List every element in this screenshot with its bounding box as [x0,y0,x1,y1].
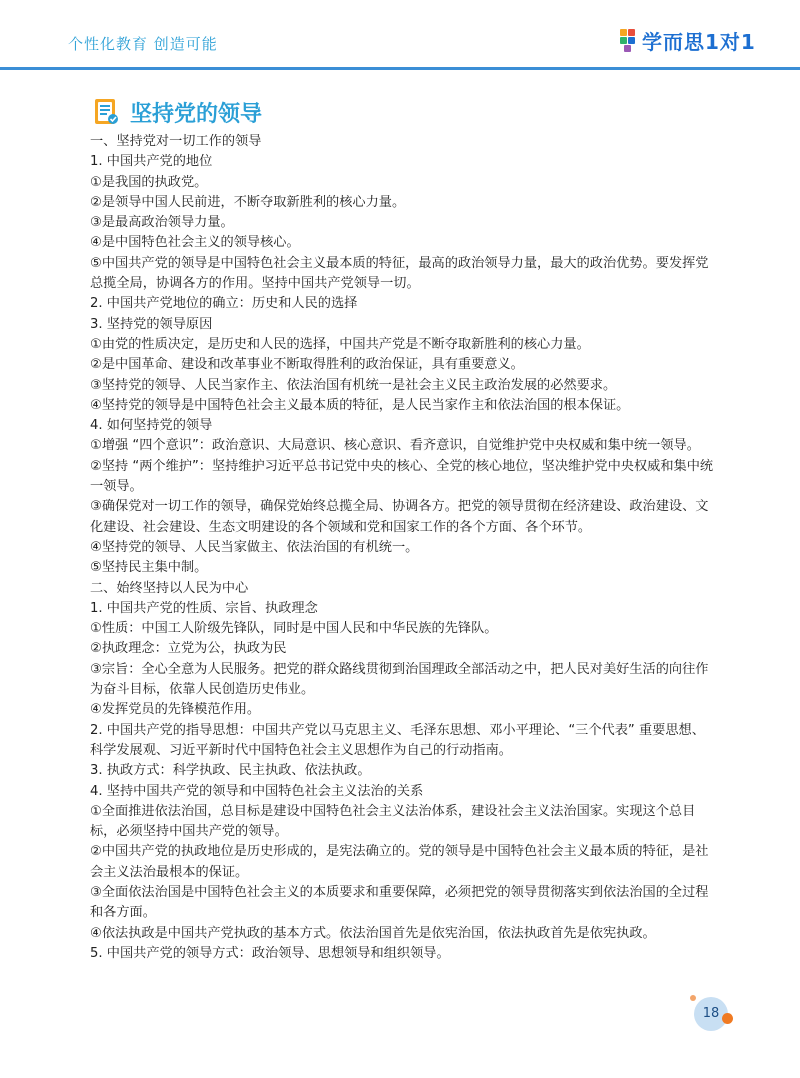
text-line: ⑤坚持民主集中制。 [90,560,208,576]
page-number: 18 [694,997,728,1031]
notebook-icon [92,97,120,127]
text-line: 4. 如何坚持党的领导 [90,418,213,434]
text-line: 一、坚持党对一切工作的领导 [90,134,262,149]
brand-logo [618,26,756,54]
text-line: 二、始终坚持以人民为中心 [90,580,249,596]
text-line: ②执政理念：立党为公，执政为民 [90,641,287,657]
text-line: ①由党的性质决定，是历史和人民的选择，中国共产党是不断夺取新胜利的核心力量。 [90,336,590,352]
text-line: 5. 中国共产党的领导方式：政治领导、思想领导和组织领导。 [90,945,450,961]
page-header [0,0,800,72]
document-body [90,132,714,964]
text-line: ②是中国革命、建设和改革事业不断取得胜利的政治保证，具有重要意义。 [90,357,524,373]
text-line: ③确保党对一切工作的领导，确保党始终总揽全局、协调各方。把党的领导贯彻在经济建设、政治建设、文化建设、社会建设、生态文明建设的各个领域和党和国家工作的各个方面、各个环节。 [90,499,709,535]
text-line: 4. 坚持中国共产党的领导和中国特色社会主义法治的关系 [90,783,424,799]
text-line: ①增强 “四个意识”：政治意识、大局意识、核心意识、看齐意识，自觉维护党中央权威和集中统一领导。 [90,438,700,454]
text-line: ③是最高政治领导力量。 [90,215,234,231]
page-number-badge [690,995,735,1035]
text-line: ③宗旨：全心全意为人民服务。把党的群众路线贯彻到治国理政全部活动之中，把人民对美好生活的向往作为奋斗目标，依靠人民创造历史伟业。 [90,661,709,698]
text-line: ⑤中国共产党的领导是中国特色社会主义最本质的特征，最高的政治领导力量，最大的政治优势。要发挥党总揽全局，协调各方的作用。坚持中国共产党领导一切。 [90,255,709,292]
text-line: ③全面依法治国是中国特色社会主义的本质要求和重要保障，必须把党的领导贯彻落实到依法治国的全过程和各方面。 [90,884,709,921]
decor-dot [722,1013,733,1024]
text-line: ④坚持党的领导、人民当家做主、依法治国的有机统一。 [90,539,419,555]
text-line: ①性质：中国工人阶级先锋队，同时是中国人民和中华民族的先锋队。 [90,621,498,637]
text-line: 2. 中国共产党的指导思想：中国共产党以马克思主义、毛泽东思想、邓小平理论、“三个代表” 重要思想、科学发展观、习近平新时代中国特色社会主义思想作为自己的行动指南。 [90,722,705,758]
brand-name: 学而思1对1 [642,29,756,54]
text-line: ①是我国的执政党。 [90,174,208,190]
text-line: ③坚持党的领导、人民当家作主、依法治国有机统一是社会主义民主政治发展的必然要求。 [90,377,617,393]
header-slogan: 个性化教育 创造可能 [68,35,218,53]
header-divider [0,67,800,70]
text-line: 2. 中国共产党地位的确立：历史和人民的选择 [90,296,358,312]
text-line: ④发挥党员的先锋模范作用。 [90,702,261,718]
text-line: 1. 中国共产党的性质、宗旨、执政理念 [90,600,318,616]
text-line: 3. 坚持党的领导原因 [90,316,213,332]
text-line: ①全面推进依法治国，总目标是建设中国特色社会主义法治体系，建设社会主义法治国家。实现这个总目标，必须坚持中国共产党的领导。 [90,803,696,840]
decor-dot [690,995,696,1001]
text-line: 3. 执政方式：科学执政、民主执政、依法执政。 [90,763,371,779]
text-line: 1. 中国共产党的地位 [90,154,213,170]
text-line: ④是中国特色社会主义的领导核心。 [90,235,300,251]
brand-mark-icon [618,27,638,53]
text-line: ②坚持 “两个维护”：坚持维护习近平总书记党中央的核心、全党的核心地位，坚决维护党中央权威和集中统一领导。 [90,458,714,495]
text-line: ②是领导中国人民前进，不断夺取新胜利的核心力量。 [90,194,406,210]
section-title-row [92,96,262,128]
text-line: ④依法执政是中国共产党执政的基本方式。依法治国首先是依宪治国，依法执政首先是依宪执政。 [90,925,656,941]
text-line: ④坚持党的领导是中国特色社会主义最本质的特征，是人民当家作主和依法治国的根本保证。 [90,397,630,413]
page-title: 坚持党的领导 [130,101,263,127]
text-line: ②中国共产党的执政地位是历史形成的，是宪法确立的。党的领导是中国特色社会主义最本质的特征，是社会主义法治最根本的保证。 [90,844,709,880]
